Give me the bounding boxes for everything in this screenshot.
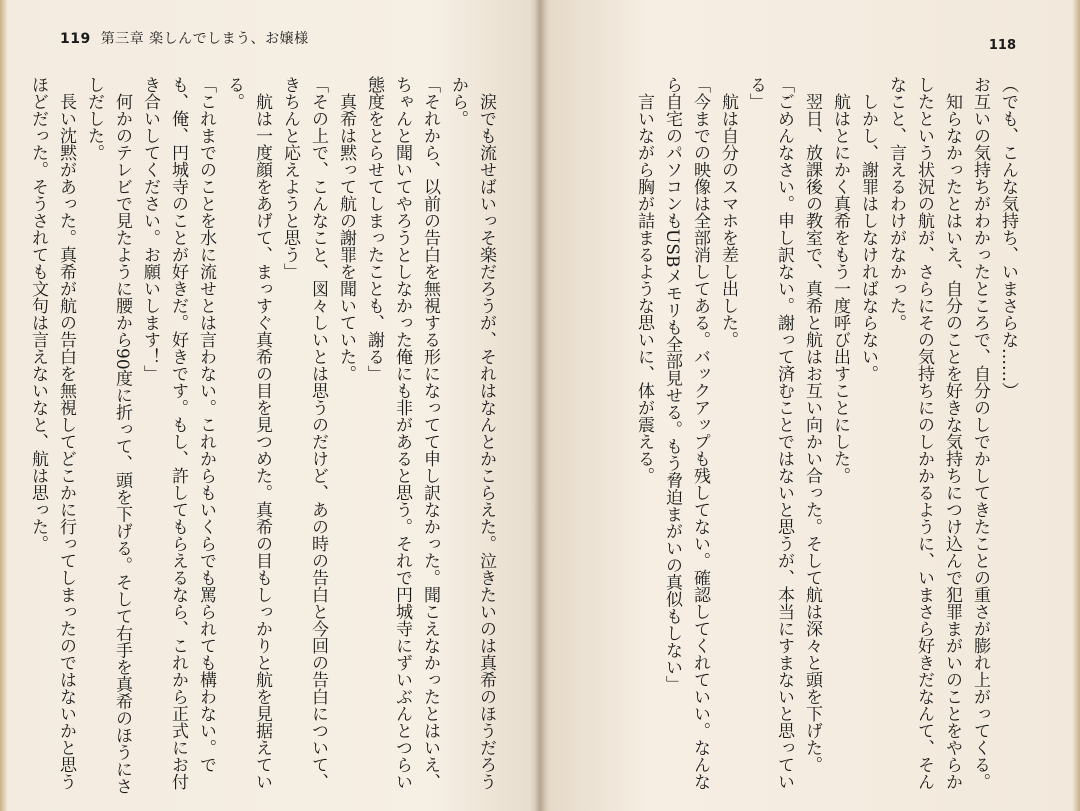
paragraph: しかし、謝罪はしなければならない。 (858, 93, 878, 382)
paragraph: 真希は黙って航の謝罪を聞いていた。 (336, 93, 356, 382)
paragraph: 航は一度顔をあげて、まっすぐ真希の目を見つめた。真希の目もしっかりと航を見据えている。 (224, 76, 272, 790)
dialogue-paragraph: 「その上で、こんなこと、図々しいとは思うのだけど、あの時の告白と今回の告白について、きちんと応えようと思う」 (280, 76, 328, 790)
running-head-title: 第三章 楽しんでしまう、お嬢様 (100, 31, 309, 47)
right-page (540, 0, 1080, 811)
paragraph: 知らなかったとはいえ、自分のことを好きな気持ちにつけ込んで犯罪まがいのことをやらかしたという状況の航が、さらにその気持ちにのしかかるように、いまさら好きだなんて、そんなこと、言えるわけがなかった。 (886, 76, 962, 790)
paragraph: 何かのテレビで見たように腰から90度に折って、頭を下げる。そして右手を真希のほうにさしだした。 (84, 76, 132, 795)
right-page-number: 118 (988, 38, 1016, 53)
right-page-body (564, 76, 1022, 796)
left-page-body (20, 76, 500, 796)
dialogue-paragraph: 「それから、以前の告白を無視する形になってて申し訳なかった。聞こえなかったとはいえ、ちゃんと聞いてやろうとしなかった俺にも非があると思う。それで円城寺にずいぶんとつらい態度をとらせてしまったことも、謝る」 (364, 76, 440, 790)
paragraph: 航はとにかく真希をもう一度呼び出すことにした。 (830, 93, 850, 484)
paragraph: 長い沈黙があった。真希が航の告白を無視してどこかに行ってしまったのではないかと思うほどだった。そうされても文句は言えないなと、航は思った。 (28, 76, 76, 790)
paragraph: 航は自分のスマホを差し出した。 (718, 93, 738, 348)
dialogue-paragraph: 「これまでのことを水に流せとは言わない。これからもいくらでも罵られても構わない。でも、俺、円城寺のことが好きだ。好きです。もし、許してもらえるなら、これから正式にお付き合いしてください。お願いします！」 (140, 76, 216, 790)
paragraph: 涙でも流せばいっそ楽だろうが、それはなんとかこらえた。泣きたいのは真希のほうだろうから。 (448, 76, 496, 790)
left-page-number: 119 (60, 31, 91, 47)
paragraph: 言いながら胸が詰まるような思いに、体が震える。 (634, 93, 654, 484)
dialogue-paragraph: 「ごめんなさい。申し訳ない。謝って済むことではないと思うが、本当にすまないと思っている」 (746, 76, 794, 790)
running-header (60, 28, 309, 48)
thought-paragraph: （でも、こんな気持ち、いまさらな……） (998, 76, 1018, 399)
paragraph: 翌日、放課後の教室で、真希と航はお互い向かい合った。そして航は深々と頭を下げた。 (802, 93, 822, 773)
dialogue-paragraph: 「今までの映像は全部消してある。バックアップも残してない。確認してくれていい。なんなら自宅のパソコンもUSBメモリも全部見せる。もう脅迫まがいの真似もしない」 (662, 76, 710, 790)
paragraph: お互いの気持ちがわかったところで、自分のしでかしてきたことの重さが膨れ上がってくる。 (970, 76, 990, 790)
